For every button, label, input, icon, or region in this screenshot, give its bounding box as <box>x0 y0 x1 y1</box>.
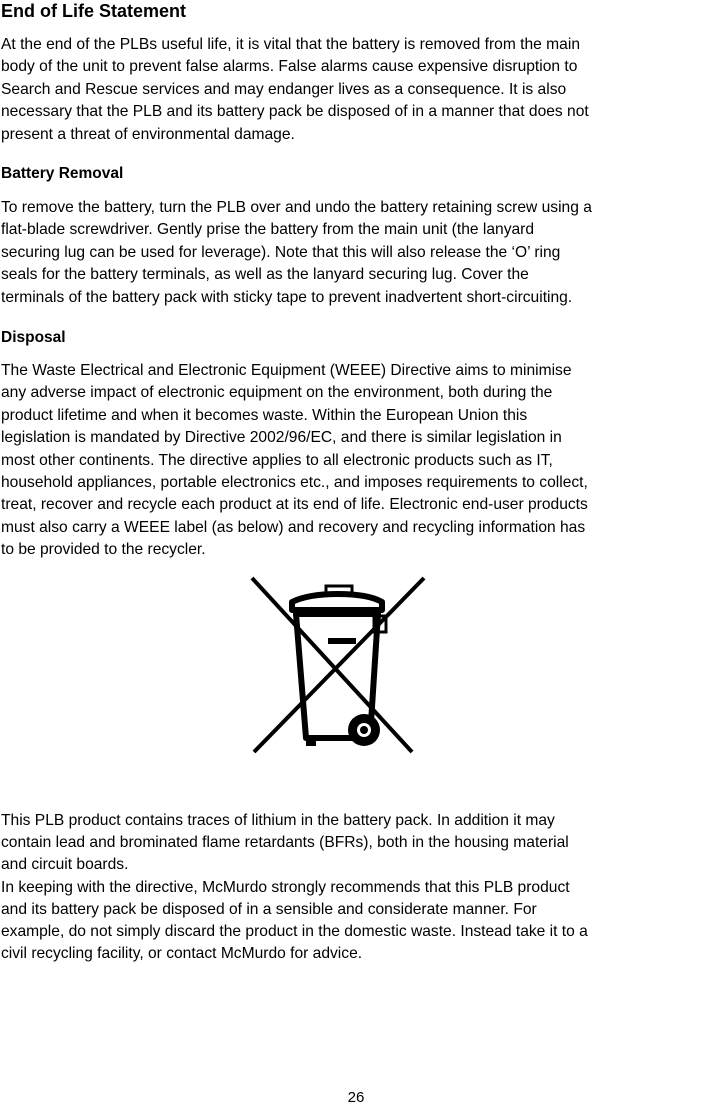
battery-removal-paragraph: To remove the battery, turn the PLB over and undo the battery retaining screw using a flat-blade screwdriver. Gently prise the battery from the main unit (the lanyard securing lug can be used for leverage). Note that this will also release the ‘O’ ring seals for the battery terminals, as well as the lanyard securing lug. Cover the terminals of the battery pack with sticky tape to prevent inadvertent short-circuiting. <box>1 199 592 306</box>
section-title: End of Life Statement <box>1 1 187 21</box>
disposal-heading: Disposal <box>1 329 66 346</box>
page-number: 26 <box>347 1089 365 1106</box>
intro-paragraph: At the end of the PLBs useful life, it is vital that the battery is removed from the main body of the unit to prevent false alarms. False alarms cause expensive disruption to Search and Rescue services and may endanger lives as a consequence. It is also necessary that the PLB and its battery pack be disposed of in a manner that does not present a threat of environmental damage. <box>1 36 589 143</box>
battery-removal-heading: Battery Removal <box>1 165 124 182</box>
crossed-out-wheelie-bin-icon <box>248 572 428 758</box>
disposal-paragraph: The Waste Electrical and Electronic Equipment (WEEE) Directive aims to minimise any adverse impact of electronic equipment on the environment, both during the product lifetime and when it becomes waste. Within the European Union this legislation is mandated by Directive 2002/96/EC, and there is similar legislation in most other continents. The directive applies to all electronic products such as IT, household appliances, portable electronics etc., and imposes requirements to collect, treat, recover and recycle each product at its end of life. Electronic end-user products must also carry a WEEE label (as below) and recovery and recycling information has to be provided to the recycler. <box>1 362 588 559</box>
lithium-disposal-paragraph: This PLB product contains traces of lithium in the battery pack. In addition it may contain lead and brominated flame retardants (BFRs), both in the housing material and circuit boards. In keeping with the directive, McMurdo strongly recommends that this PLB product and its battery pack be disposed of in a sensible and considerate manner. For example, do not simply discard the product in the domestic waste. Instead take it to a civil recycling facility, or contact McMurdo for advice. <box>1 812 588 963</box>
